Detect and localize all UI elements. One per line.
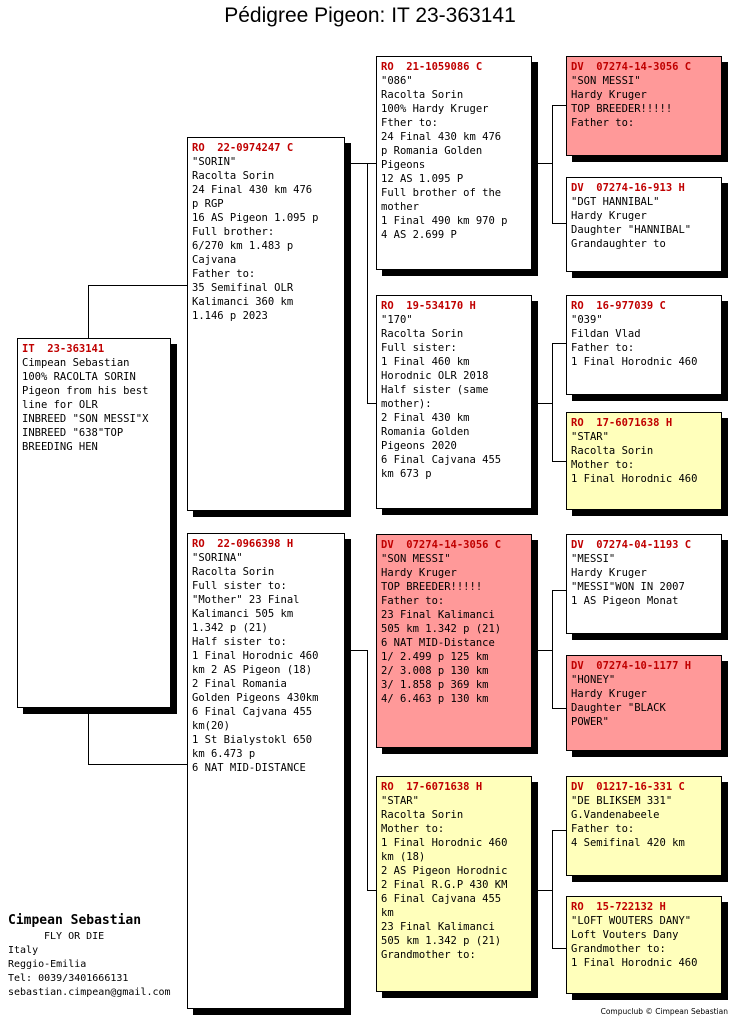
note-line: "DE BLIKSEM 331" [571,795,673,807]
subject-ring-number: IT 23-363141 [22,343,105,355]
note-line: Kalimanci 505 km [192,608,294,620]
note-line: 2 Final Romania [192,678,287,690]
note-line: Father to: [381,595,445,607]
note-line: 3/ 1.858 p 369 km [381,679,489,691]
note-line: Half sister to: [192,636,287,648]
dam-card[interactable] [187,533,345,1009]
connector-line [367,650,368,890]
note-line: "039" [571,314,603,326]
note-line: "MESSI" [571,553,616,565]
note-line: 24 Final 430 km 476 [381,131,502,143]
great-grandparent-card[interactable] [566,177,722,272]
great-grandparent-card[interactable] [566,896,722,994]
note-line: 1/ 2.499 p 125 km [381,651,489,663]
sire-ring-number: RO 22-0974247 C [192,142,294,154]
note-line: "SON MESSI" [571,75,641,87]
note-line: Pigeon from his best [22,385,149,397]
note-line: km (18) [381,851,426,863]
note-line: 35 Semifinal OLR [192,282,294,294]
great-grandparent-card[interactable] [566,295,722,395]
ring-number: RO 16-977039 C [571,300,666,312]
note-line: 1 Final Horodnic 460 [192,650,319,662]
note-line: "SON MESSI" [381,553,451,565]
note-line: 100% Hardy Kruger [381,103,489,115]
connector-line [552,343,566,344]
note-line: BREEDING HEN [22,441,98,453]
note-line: 1 AS Pigeon Monat [571,595,679,607]
connector-line [536,163,552,164]
connector-line [552,461,566,462]
note-line: "STAR" [571,431,609,443]
note-line: 4 AS 2.699 P [381,229,457,241]
granddam-maternal-card[interactable] [376,776,532,992]
note-line: 6 Final Cajvana 455 [381,893,502,905]
note-line: "Mother" 23 Final [192,594,300,606]
note-line: Fther to: [381,117,438,129]
note-line: 100% RACOLTA SORIN [22,371,136,383]
note-line: 1 Final Horodnic 460 [571,356,698,368]
connector-line [552,708,566,709]
note-line: Golden Pigeons 430km [192,692,319,704]
note-line: 505 km 1.342 p (21) [381,623,502,635]
note-line: km(20) [192,720,230,732]
connector-line [552,343,553,461]
ring-number: DV 01217-16-331 C [571,781,685,793]
grandsire-maternal-card[interactable] [376,534,532,748]
note-line: Full brother: [192,226,275,238]
sire-card[interactable] [187,137,345,511]
note-line: Racolta Sorin [381,809,464,821]
note-line: Romania Golden [381,426,470,438]
note-line: "STAR" [381,795,419,807]
note-line: 12 AS 1.095 P [381,173,464,185]
ring-number: RO 21-1059086 C [381,61,483,73]
great-grandparent-card[interactable] [566,776,722,876]
great-grandparent-card[interactable] [566,412,722,510]
note-line: 1 Final Horodnic 460 [381,837,508,849]
grandsire-paternal-card[interactable] [376,56,532,270]
note-line: Hardy Kruger [571,210,647,222]
connector-line [552,590,553,708]
connector-line [345,163,367,164]
ring-number: RO 15-722132 H [571,901,666,913]
note-line: 24 Final 430 km 476 [192,184,313,196]
note-line: Hardy Kruger [381,567,457,579]
ring-number: DV 07274-10-1177 H [571,660,692,672]
note-line: 4/ 6.463 p 130 km [381,693,489,705]
connector-line [88,764,188,765]
note-line: 1 Final 490 km 970 p [381,215,508,227]
ring-number: DV 07274-04-1193 C [571,539,692,551]
note-line: 505 km 1.342 p (21) [381,935,502,947]
great-grandparent-card[interactable] [566,534,722,634]
note-line: Fildan Vlad [571,328,641,340]
connector-line [552,830,553,948]
note-line: p RGP [192,198,224,210]
note-line: "LOFT WOUTERS DANY" [571,915,692,927]
ring-number: DV 07274-16-913 H [571,182,685,194]
note-line: "086" [381,75,413,87]
connector-line [367,163,368,403]
ring-number: RO 17-6071638 H [381,781,483,793]
ring-number: DV 07274-14-3056 C [381,539,502,551]
subject-notes [22,356,166,454]
note-line: Loft Vouters Dany [571,929,679,941]
note-line: mother): [381,398,432,410]
owner-city: Reggio-Emilia [8,959,87,970]
note-line: 6 NAT MID-Distance [381,637,495,649]
note-line: Half sister (same [381,384,489,396]
note-line: Racolta Sorin [192,170,275,182]
connector-line [536,403,552,404]
subject-pigeon-card[interactable] [17,338,171,708]
note-line: Full brother of the [381,187,502,199]
great-grandparent-card[interactable] [566,655,722,751]
ring-number: RO 17-6071638 H [571,417,673,429]
note-line: 2 Final R.G.P 430 KM [381,879,508,891]
note-line: km 673 p [381,468,432,480]
note-line: "170" [381,314,413,326]
connector-line [88,709,89,764]
connector-line [536,890,552,891]
note-line: TOP BREEDER!!!!! [571,103,673,115]
connector-line [345,650,367,651]
note-line: 6 Final Cajvana 455 [381,454,502,466]
note-line: Cajvana [192,254,237,266]
note-line: km [381,907,394,919]
note-line: Horodnic OLR 2018 [381,370,489,382]
note-line: "HONEY" [571,674,616,686]
note-line: 6 Final Cajvana 455 [192,706,313,718]
note-line: Father to: [571,823,635,835]
note-line: Pigeons [381,159,426,171]
connector-line [552,948,566,949]
note-line: G.Vandenabeele [571,809,660,821]
note-line: Mother to: [381,823,445,835]
note-line: 2/ 3.008 p 130 km [381,665,489,677]
ring-number: RO 19-534170 H [381,300,476,312]
note-line: Father to: [192,268,256,280]
note-line: Father to: [571,117,635,129]
note-line: 23 Final Kalimanci [381,921,495,933]
note-line: Daughter "HANNIBAL" [571,224,692,236]
note-line: km 6.473 p [192,748,256,760]
note-line: Hardy Kruger [571,688,647,700]
note-line: Racolta Sorin [192,566,275,578]
page-title: Pédigree Pigeon: IT 23-363141 [224,4,516,27]
note-line: km 2 AS Pigeon (18) [192,664,313,676]
note-line: Racolta Sorin [381,89,464,101]
connector-line [536,650,552,651]
note-line: "SORINA" [192,552,243,564]
note-line: Full sister: [381,342,457,354]
ring-number: DV 07274-14-3056 C [571,61,692,73]
great-grandparent-card[interactable] [566,56,722,156]
note-line: Father to: [571,342,635,354]
note-line: 4 Semifinal 420 km [571,837,685,849]
owner-email[interactable]: sebastian.cimpean@gmail.com [8,987,171,998]
dam-ring-number: RO 22-0966398 H [192,538,294,550]
note-line: Full sister to: [192,580,287,592]
note-line: Daughter "BLACK [571,702,666,714]
note-line: 6 NAT MID-DISTANCE [192,762,306,774]
note-line: 1 Final Horodnic 460 [571,473,698,485]
note-line: 2 Final 430 km [381,412,470,424]
note-line: POWER" [571,716,609,728]
note-line: INBREED "638"TOP [22,427,124,439]
note-line: "SORIN" [192,156,237,168]
connector-line [552,830,566,831]
note-line: p Romania Golden [381,145,483,157]
note-line: line for OLR [22,399,98,411]
note-line: Kalimanci 360 km [192,296,294,308]
note-line: Pigeons 2020 [381,440,457,452]
note-line: 1 Final 460 km [381,356,470,368]
note-line: mother [381,201,419,213]
note-line: "MESSI"WON IN 2007 [571,581,685,593]
note-line: Racolta Sorin [571,445,654,457]
owner-country: Italy [8,945,39,956]
note-line: Cimpean Sebastian [22,357,130,369]
owner-name: Cimpean Sebastian [8,913,142,928]
note-line: Grandmother to: [571,943,666,955]
note-line: 6/270 km 1.483 p [192,240,294,252]
owner-motto: FLY OR DIE [44,931,105,942]
owner-phone: Tel: 0039/3401666131 [8,973,129,984]
note-line: 1.146 p 2023 [192,310,268,322]
granddam-paternal-card[interactable] [376,295,532,509]
note-line: "DGT HANNIBAL" [571,196,660,208]
connector-line [88,285,188,286]
connector-line [88,285,89,340]
note-line: 2 AS Pigeon Horodnic [381,865,508,877]
note-line: 1 Final Horodnic 460 [571,957,698,969]
note-line: 23 Final Kalimanci [381,609,495,621]
note-line: 1 St Bialystokl 650 [192,734,313,746]
footer-credit: Compuclub © Cimpean Sebastian [600,1007,728,1016]
note-line: TOP BREEDER!!!!! [381,581,483,593]
note-line: INBREED "SON MESSI"X [22,413,149,425]
note-line: Hardy Kruger [571,89,647,101]
note-line: Mother to: [571,459,635,471]
note-line: 1.342 p (21) [192,622,268,634]
connector-line [552,223,566,224]
note-line: Racolta Sorin [381,328,464,340]
note-line: Hardy Kruger [571,567,647,579]
note-line: Grandaughter to [571,238,666,250]
connector-line [552,105,566,106]
connector-line [552,105,553,223]
note-line: Grandmother to: [381,949,476,961]
connector-line [552,590,566,591]
note-line: 16 AS Pigeon 1.095 p [192,212,319,224]
owner-info [8,912,171,1000]
